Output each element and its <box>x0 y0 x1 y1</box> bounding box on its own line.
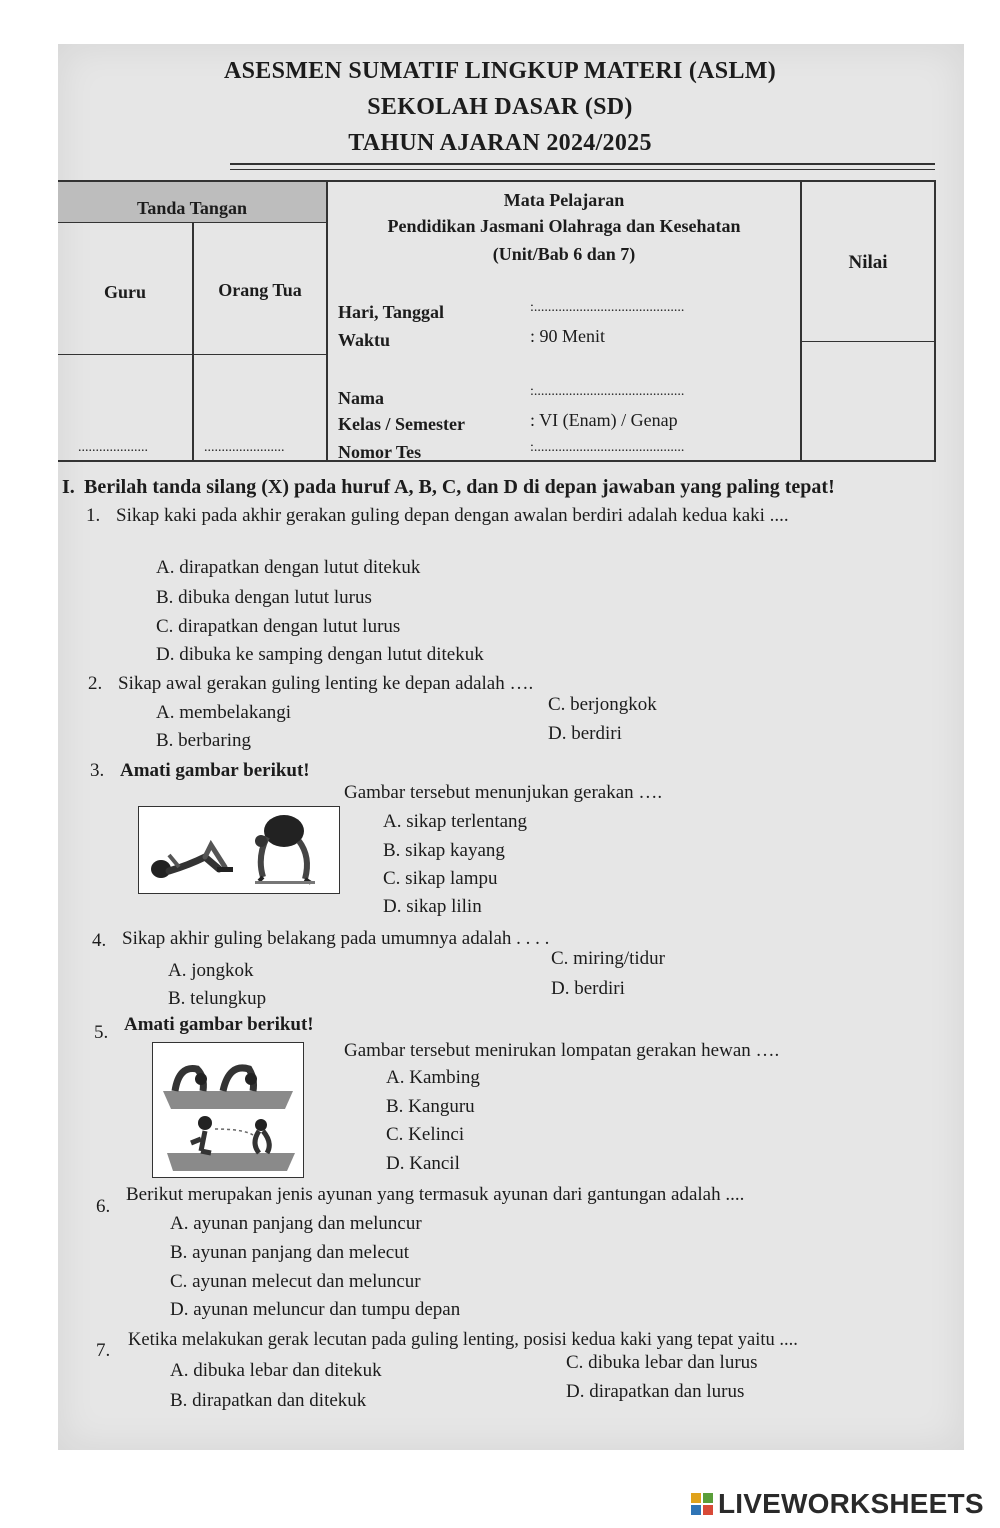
question-text: Sikap kaki pada akhir gerakan guling depan dengan awalan berdiri adalah kedua kaki .... <box>116 505 789 526</box>
option-a[interactable]: A. dirapatkan dengan lutut ditekuk <box>156 557 421 578</box>
question-number: 3. <box>90 760 105 781</box>
subject-unit: (Unit/Bab 6 dan 7) <box>492 244 636 264</box>
option-b[interactable]: B. telungkup <box>168 988 267 1009</box>
option-d[interactable]: D. Kancil <box>386 1153 460 1174</box>
test-number-field[interactable]: :........................................... <box>530 440 685 455</box>
instruction-text: Berilah tanda silang (X) pada huruf A, B, C, dan D di depan jawaban yang paling tepat! <box>84 476 835 498</box>
option-c[interactable]: C. dibuka lebar dan lurus <box>566 1352 758 1373</box>
signature-header: Tanda Tangan <box>137 198 247 218</box>
question-number: 4. <box>92 930 107 951</box>
option-b[interactable]: B. berbaring <box>156 730 251 751</box>
option-b[interactable]: B. sikap kayang <box>383 840 505 861</box>
question-text: Sikap akhir guling belakang pada umumnya adalah . . . . <box>122 928 550 949</box>
option-d[interactable]: D. dibuka ke samping dengan lutut ditekuk <box>156 644 484 665</box>
question-number: 5. <box>94 1022 109 1043</box>
option-b[interactable]: B. Kanguru <box>386 1096 475 1117</box>
backbend-illustration <box>138 806 340 894</box>
option-c[interactable]: C. berjongkok <box>548 694 657 715</box>
date-label: Hari, Tanggal <box>338 302 445 322</box>
question-number: 6. <box>96 1196 111 1217</box>
header-school-level: SEKOLAH DASAR (SD) <box>367 94 633 120</box>
name-label: Nama <box>338 388 384 408</box>
option-c[interactable]: C. ayunan melecut dan meluncur <box>170 1271 421 1292</box>
option-d[interactable]: D. berdiri <box>548 723 622 744</box>
watermark-text: LIVEWORKSHEETS <box>718 1488 984 1519</box>
option-c[interactable]: C. miring/tidur <box>551 948 665 969</box>
header-title: ASESMEN SUMATIF LINGKUP MATERI (ASLM) <box>223 58 777 84</box>
instruction-number: I. <box>62 476 75 498</box>
option-a[interactable]: A. Kambing <box>386 1067 480 1088</box>
option-a[interactable]: A. dibuka lebar dan ditekuk <box>170 1360 382 1381</box>
test-number-label: Nomor Tes <box>338 442 422 462</box>
animal-jump-illustration <box>152 1042 304 1178</box>
subject-name: Pendidikan Jasmani Olahraga dan Kesehatan <box>387 216 741 236</box>
liveworksheets-logo <box>690 1488 984 1520</box>
class-semester-value: : VI (Enam) / Genap <box>530 410 678 430</box>
teacher-signature-line[interactable]: .................... <box>78 440 148 455</box>
class-semester-label: Kelas / Semester <box>338 414 465 434</box>
date-field[interactable]: :........................................... <box>530 300 685 315</box>
signature-teacher-label: Guru <box>103 282 146 302</box>
question-prompt: Gambar tersebut menirukan lompatan gerakan hewan …. <box>344 1040 780 1061</box>
option-a[interactable]: A. membelakangi <box>156 702 292 723</box>
option-d[interactable]: D. sikap lilin <box>383 896 482 917</box>
question-number: 1. <box>86 505 101 526</box>
question-text: Sikap awal gerakan guling lenting ke depan adalah …. <box>118 673 534 694</box>
option-a[interactable]: A. sikap terlentang <box>383 811 528 832</box>
subject-label: Mata Pelajaran <box>503 190 625 210</box>
question-text: Amati gambar berikut! <box>124 1014 314 1035</box>
option-b[interactable]: B. dibuka dengan lutut lurus <box>156 587 372 608</box>
question-text: Ketika melakukan gerak lecutan pada guling lenting, posisi kedua kaki yang tepat yaitu .... <box>128 1330 798 1350</box>
option-d[interactable]: D. ayunan meluncur dan tumpu depan <box>170 1299 461 1320</box>
question-text: Berikut merupakan jenis ayunan yang termasuk ayunan dari gantungan adalah .... <box>126 1184 745 1205</box>
score-label: Nilai <box>848 252 888 273</box>
question-number: 7. <box>96 1340 111 1361</box>
option-b[interactable]: B. ayunan panjang dan melecut <box>170 1242 410 1263</box>
option-b[interactable]: B. dirapatkan dan ditekuk <box>170 1390 367 1411</box>
option-c[interactable]: C. dirapatkan dengan lutut lurus <box>156 616 401 637</box>
question-text: Amati gambar berikut! <box>120 760 310 781</box>
time-label: Waktu <box>338 330 391 350</box>
option-d[interactable]: D. berdiri <box>551 978 625 999</box>
option-d[interactable]: D. dirapatkan dan lurus <box>566 1381 745 1402</box>
option-a[interactable]: A. ayunan panjang dan meluncur <box>170 1213 422 1234</box>
question-prompt: Gambar tersebut menunjukan gerakan …. <box>344 782 663 803</box>
header-school-year: TAHUN AJARAN 2024/2025 <box>348 130 652 156</box>
time-value: : 90 Menit <box>530 326 605 346</box>
name-field[interactable]: :........................................... <box>530 384 685 399</box>
parent-signature-line[interactable]: ....................... <box>204 440 285 455</box>
option-c[interactable]: C. Kelinci <box>386 1124 465 1145</box>
question-number: 2. <box>88 673 103 694</box>
option-c[interactable]: C. sikap lampu <box>383 868 498 889</box>
header-rule-thin <box>230 169 935 170</box>
liveworksheets-icon <box>690 1491 714 1515</box>
signature-parent-label: Orang Tua <box>218 280 302 300</box>
option-a[interactable]: A. jongkok <box>168 960 254 981</box>
header-rule <box>230 163 935 165</box>
